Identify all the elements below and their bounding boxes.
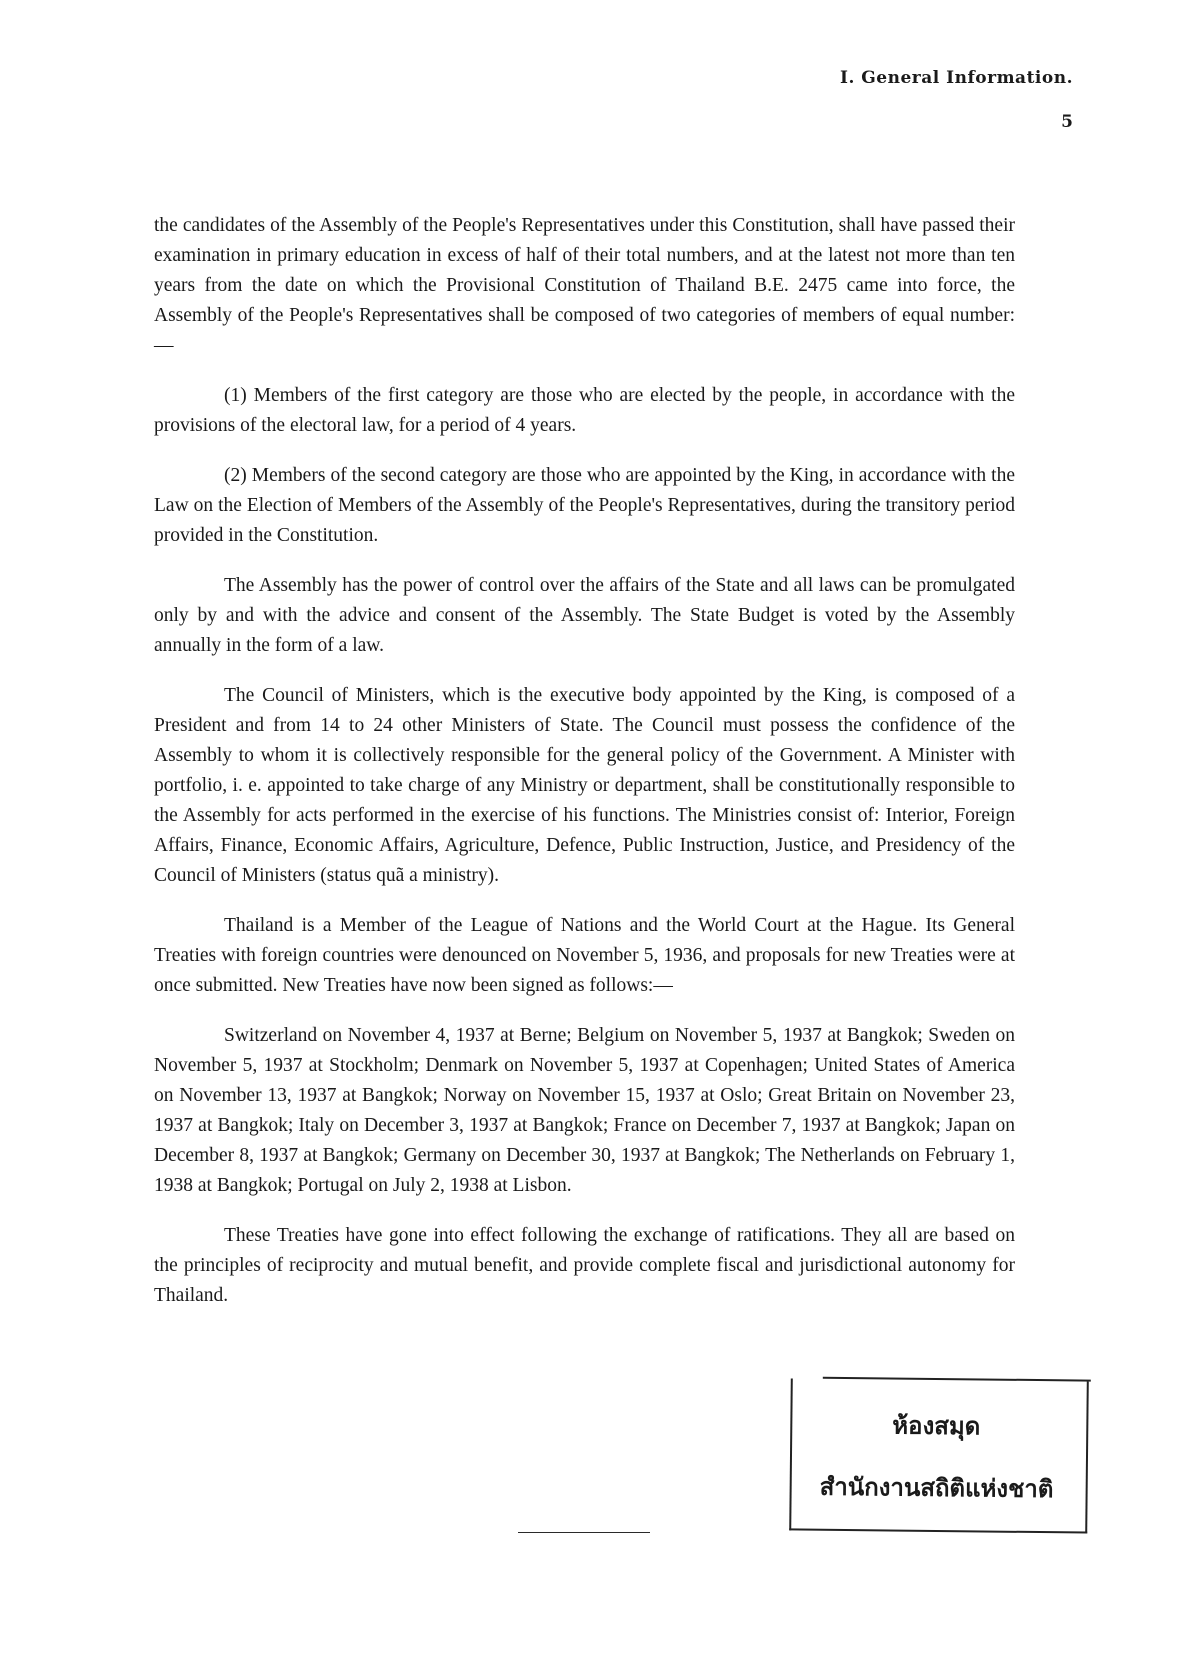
- running-head: I. General Information.: [840, 68, 1073, 88]
- paragraph-treaty-effect: These Treaties have gone into effect following the exchange of ratifications. They all are based on the principles of reciprocity and mutual benefit, and provide complete fiscal and jurisdictional autonomy for Thailand.: [154, 1225, 1015, 1306]
- paragraph-league-of-nations: Thailand is a Member of the League of Nations and the World Court at the Hague. Its General Treaties with foreign countries were denounced on November 5, 1936, and proposals for new Treaties were at once submitted. New Treaties have now been signed as follows:—: [154, 915, 1015, 996]
- paragraph-treaty-list: Switzerland on November 4, 1937 at Berne; Belgium on November 5, 1937 at Bangkok; Sweden on November 5, 1937 at Stockholm; Denmark on November 5, 1937 at Copenhagen; United States of America on November 13, 1937 at Bangkok; Norway on November 15, 1937 at Oslo; Great Britain on November 23, 1937 at Bangkok; Italy on December 3, 1937 at Bangkok; France on December 7, 1937 at Bangkok; Japan on December 8, 1937 at Bangkok; Germany on December 30, 1937 at Bangkok; The Netherlands on February 1, 1938 at Bangkok; Portugal on July 2, 1938 at Lisbon.: [154, 1025, 1015, 1196]
- paragraph-council-of-ministers: The Council of Ministers, which is the executive body appointed by the King, is composed of a President and from 14 to 24 other Ministers of State. The Council must possess the confidence of the Assembly to whom it is collectively responsible for the general policy of the Government. A Minister with portfolio, i. e. appointed to take charge of any Ministry or department, shall be constitutionally responsible to the Assembly for acts performed in the exercise of his functions. The Ministries consist of: Interior, Foreign Affairs, Finance, Economic Affairs, Agriculture, Defence, Public Instruction, Justice, and Presidency of the Council of Ministers (status quã a ministry).: [154, 685, 1015, 886]
- library-stamp: [789, 1378, 1089, 1533]
- page-number: 5: [1061, 112, 1073, 132]
- body-text: [154, 211, 1015, 1331]
- paragraph-first-category: (1) Members of the first category are those who are elected by the people, in accordance with the provisions of the electoral law, for a period of 4 years.: [154, 385, 1015, 436]
- paragraph-assembly-composition: the candidates of the Assembly of the People's Representatives under this Constitution, shall have passed their examination in primary education in excess of half of their total numbers, and at the latest not more than ten years from the date on which the Provisional Constitution of Thailand B.E. 2475 came into force, the Assembly of the People's Representatives shall be composed of two categories of members of equal number:—: [154, 215, 1015, 356]
- paragraph-second-category: (2) Members of the second category are those who are appointed by the King, in accordance with the Law on the Election of Members of the Assembly of the People's Representatives, during the transitory period provided in the Constitution.: [154, 465, 1015, 546]
- paragraph-assembly-powers: The Assembly has the power of control over the affairs of the State and all laws can be promulgated only by and with the advice and consent of the Assembly. The State Budget is voted by the Assembly annually in the form of a law.: [154, 575, 1015, 656]
- stamp-library-label: ห้องสมุด: [892, 1411, 981, 1441]
- stamp-top-border: [823, 1377, 1091, 1382]
- closing-rule: [518, 1532, 650, 1533]
- stamp-office-label: สำนักงานสถิติแห่งชาติ: [819, 1472, 1054, 1504]
